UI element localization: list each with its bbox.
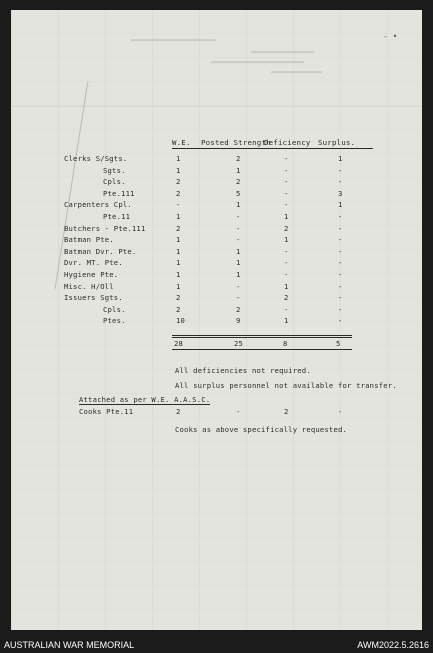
cell-surplus: - xyxy=(338,246,343,256)
row-label: Batman Dvr. Pte. xyxy=(64,246,137,256)
total-posted: 25 xyxy=(234,339,244,348)
bleed-through-text: ▬▬▬▬▬▬▬▬▬▬▬▬▬▬▬▬▬▬▬▬ xyxy=(131,36,216,44)
note-surplus: All surplus personnel not available for transfer. xyxy=(175,381,397,390)
cell-surplus: - xyxy=(338,281,343,291)
cell-posted: 2 xyxy=(236,304,241,314)
cell-surplus: - xyxy=(338,304,343,314)
attached-posted: - xyxy=(236,407,241,416)
cell-posted: 5 xyxy=(236,188,241,198)
bleed-through-text: ▬▬▬▬▬▬▬▬▬▬▬▬ xyxy=(271,68,322,76)
cell-posted: 9 xyxy=(236,316,241,326)
column-header-deficiency: Deficiency xyxy=(264,138,311,147)
total-surplus: 5 xyxy=(336,339,341,348)
cell-posted: - xyxy=(236,281,241,291)
row-label: Hygiene Pte. xyxy=(64,270,119,279)
cell-surplus: 1 xyxy=(338,200,343,210)
row-label: Batman Pte. xyxy=(64,235,114,245)
total-deficiency: 8 xyxy=(283,339,288,348)
attached-surplus: - xyxy=(338,407,343,416)
cell-surplus: 3 xyxy=(338,188,343,198)
attached-rank: Cooks Pte.11 xyxy=(79,407,134,416)
cell-we: - xyxy=(176,200,181,210)
cell-we: 2 xyxy=(176,293,181,303)
row-label: Carpenters Cpl. xyxy=(64,200,132,210)
row-label: Ptes. xyxy=(103,316,126,326)
column-header-we: W.E. xyxy=(172,138,191,147)
cell-deficiency: - xyxy=(284,304,289,314)
cell-we: 2 xyxy=(176,304,181,314)
cell-posted: - xyxy=(236,293,241,303)
totals-bottom-rule xyxy=(172,349,352,350)
cell-posted: 2 xyxy=(236,154,241,163)
cell-deficiency: - xyxy=(284,154,289,163)
attached-heading: Attached as per W.E. A.A.S.C. xyxy=(79,395,211,404)
cell-deficiency: - xyxy=(284,165,289,175)
cell-we: 1 xyxy=(176,270,181,279)
cell-surplus: - xyxy=(338,293,343,303)
row-label: Dvr. MT. Pte. xyxy=(64,258,123,268)
cell-surplus: - xyxy=(338,165,343,175)
cell-we: 1 xyxy=(176,246,181,256)
attached-deficiency: 2 xyxy=(284,407,289,416)
fold-line xyxy=(11,106,422,107)
cell-deficiency: - xyxy=(284,177,289,187)
cell-deficiency: 2 xyxy=(284,223,289,233)
cell-we: 10 xyxy=(176,316,186,326)
column-header-surplus: Surplus. xyxy=(318,138,356,147)
cell-deficiency: - xyxy=(284,258,289,268)
corner-mark: ‑ • xyxy=(383,32,398,41)
cell-surplus: - xyxy=(338,258,343,268)
total-we: 28 xyxy=(174,339,184,348)
cell-surplus: - xyxy=(338,212,343,221)
cell-posted: - xyxy=(236,223,241,233)
row-label: Pte.111 xyxy=(103,188,135,198)
cell-surplus: - xyxy=(338,316,343,326)
document-sheet xyxy=(11,10,422,630)
cell-we: 1 xyxy=(176,258,181,268)
header-underline xyxy=(172,148,373,149)
cell-deficiency: - xyxy=(284,270,289,279)
cell-deficiency: 2 xyxy=(284,293,289,303)
bleed-through-text: ▬▬▬▬▬▬▬▬▬▬▬▬▬▬▬▬▬▬▬▬▬▬ xyxy=(211,58,304,66)
footer-accession-number: AWM2022.5.2616 xyxy=(357,640,429,650)
note-deficiencies: All deficiencies not required. xyxy=(175,366,311,375)
cell-we: 1 xyxy=(176,212,181,221)
bleed-through-text: ▬▬▬▬▬▬▬▬▬▬▬▬▬▬▬ xyxy=(251,48,315,56)
cell-posted: 2 xyxy=(236,177,241,187)
cell-posted: 1 xyxy=(236,270,241,279)
cell-posted: 1 xyxy=(236,246,241,256)
cell-surplus: - xyxy=(338,270,343,279)
totals-rule xyxy=(172,337,352,338)
cell-posted: 1 xyxy=(236,200,241,210)
cell-posted: 1 xyxy=(236,258,241,268)
cell-deficiency: - xyxy=(284,200,289,210)
cell-we: 2 xyxy=(176,223,181,233)
attached-remark: Cooks as above specifically requested. xyxy=(175,425,348,434)
cell-surplus: - xyxy=(338,235,343,245)
row-label: Issuers Sgts. xyxy=(64,293,123,303)
cell-posted: - xyxy=(236,212,241,221)
cell-deficiency: - xyxy=(284,188,289,198)
totals-rule xyxy=(172,335,352,336)
attached-we: 2 xyxy=(176,407,181,416)
footer-institution: AUSTRALIAN WAR MEMORIAL xyxy=(4,640,135,650)
cell-we: 1 xyxy=(176,154,181,163)
cell-deficiency: 1 xyxy=(284,316,289,326)
row-label: Butchers - Pte.111 xyxy=(64,223,146,233)
cell-we: 2 xyxy=(176,177,181,187)
cell-posted: - xyxy=(236,235,241,245)
column-header-posted: Posted Strength xyxy=(201,138,271,147)
row-label: Sgts. xyxy=(103,165,126,175)
cell-deficiency: - xyxy=(284,246,289,256)
cell-we: 1 xyxy=(176,235,181,245)
cell-posted: 1 xyxy=(236,165,241,175)
row-label: Pte.11 xyxy=(103,212,131,221)
cell-we: 1 xyxy=(176,281,181,291)
cell-deficiency: 1 xyxy=(284,235,289,245)
cell-deficiency: 1 xyxy=(284,212,289,221)
row-label: Cpls. xyxy=(103,177,126,187)
cell-surplus: 1 xyxy=(338,154,343,163)
cell-deficiency: 1 xyxy=(284,281,289,291)
row-label: Cpls. xyxy=(103,304,126,314)
cell-surplus: - xyxy=(338,177,343,187)
cell-we: 1 xyxy=(176,165,181,175)
row-label: Misc. H/Oll xyxy=(64,281,114,291)
cell-surplus: - xyxy=(338,223,343,233)
cell-we: 2 xyxy=(176,188,181,198)
row-label: Clerks S/Sgts. xyxy=(64,154,128,163)
